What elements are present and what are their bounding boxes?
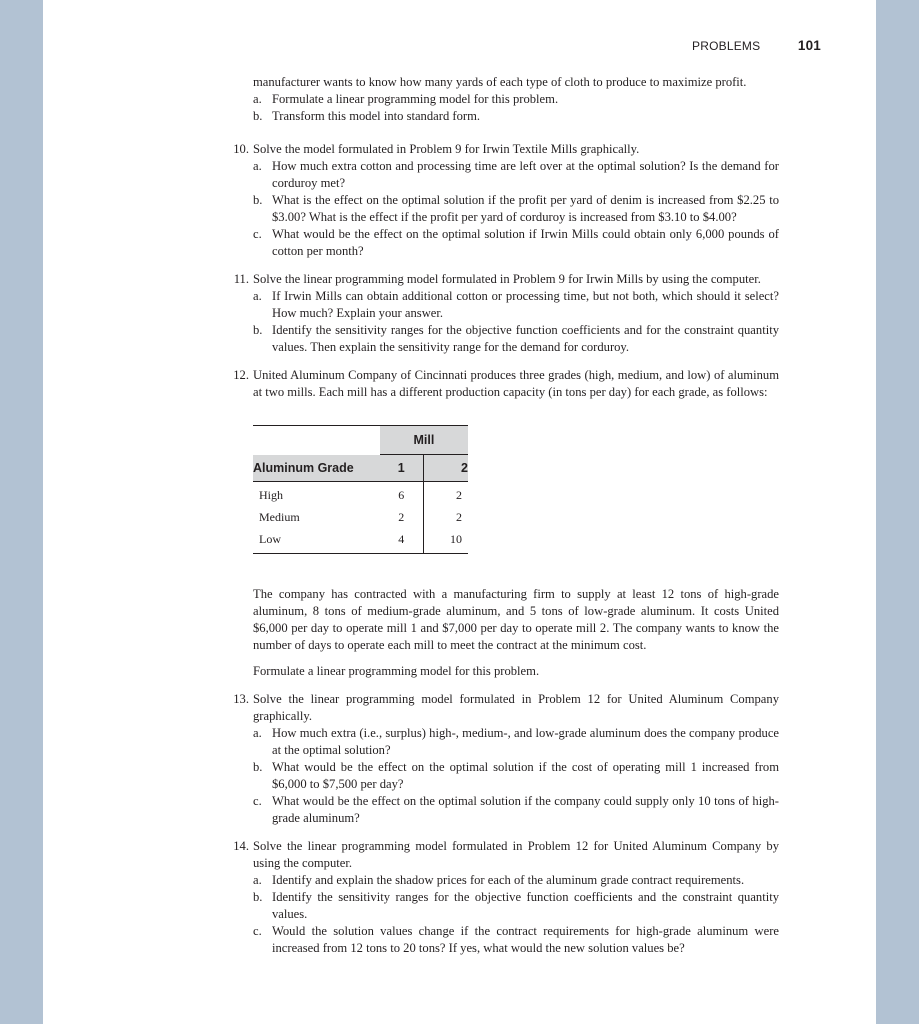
mill-2-header: 2 <box>423 455 468 482</box>
problem-number: 12. <box>233 368 249 382</box>
problem-text: Solve the linear programming model formulated in Problem 12 for United Aluminum Company by using the computer. <box>253 839 779 870</box>
problem-text: United Aluminum Company of Cincinnati produces three grades (high, medium, and low) of aluminum at two mills. Each mill has a different production capacity (in tons per day) for each grade, as follows: <box>253 368 779 399</box>
part-label: b. <box>253 760 263 774</box>
page-content <box>233 74 779 957</box>
part-text: Identify the sensitivity ranges for the objective function coefficients and the constraint quantity values. <box>272 890 779 921</box>
grade-column-header: Aluminum Grade <box>253 455 380 482</box>
problem-number: 13. <box>233 692 249 706</box>
value-cell: 6 <box>398 488 405 502</box>
value-cell: 4 <box>380 528 423 554</box>
grade-cell: Low <box>253 528 380 554</box>
problem-part <box>253 923 779 957</box>
value-cell: 2 <box>423 482 468 507</box>
table-row <box>253 506 468 528</box>
part-label: c. <box>253 227 262 241</box>
mill-group-header: Mill <box>380 426 468 455</box>
problem-part <box>253 793 779 827</box>
running-header <box>692 38 821 53</box>
problem-10 <box>233 141 779 260</box>
part-text: How much extra (i.e., surplus) high-, medium-, and low-grade aluminum does the company produce at the optimal solution? <box>272 726 779 757</box>
part-text: If Irwin Mills can obtain additional cotton or processing time, but not both, which should it select? How much? Explain your answer. <box>272 289 779 320</box>
part-label: b. <box>253 193 263 207</box>
problem-part <box>253 158 779 192</box>
part-label: b. <box>253 323 263 337</box>
mill-1-header: 1 <box>380 455 423 482</box>
table-row <box>253 528 468 554</box>
problem-part <box>253 226 779 260</box>
problem-number: 10. <box>233 142 249 156</box>
capacity-table <box>253 425 468 554</box>
value-cell: 10 <box>423 528 468 554</box>
capacity-table-wrapper <box>253 425 779 554</box>
part-text: What would be the effect on the optimal solution if the company could supply only 10 tons of high-grade aluminum? <box>272 794 779 825</box>
problem-part <box>253 759 779 793</box>
problem-14 <box>233 838 779 957</box>
problem-part <box>253 192 779 226</box>
problem-9-continuation <box>253 74 779 125</box>
part-label: a. <box>253 726 262 740</box>
problem-part <box>253 91 779 108</box>
part-text: Transform this model into standard form. <box>272 109 481 123</box>
problem-text: Solve the linear programming model formulated in Problem 12 for United Aluminum Company graphically. <box>253 692 779 723</box>
problem-text: manufacturer wants to know how many yards of each type of cloth to produce to maximize profit. <box>253 75 747 89</box>
problem-13 <box>233 691 779 827</box>
section-title: PROBLEMS <box>692 39 761 53</box>
problem-text: Solve the model formulated in Problem 9 for Irwin Textile Mills graphically. <box>253 142 640 156</box>
table-row <box>253 482 468 507</box>
part-text: Formulate a linear programming model for this problem. <box>272 92 559 106</box>
problem-part <box>253 889 779 923</box>
problem-text-continued: The company has contracted with a manufacturing firm to supply at least 12 tons of high-grade aluminum, 8 tons of medium-grade aluminum, and 5 tons of low-grade aluminum. It costs United $6,000 per day to operate mill 1 and $7,000 per day to operate mill 2. The company wants to know the number of days to operate each mill to meet the contract at the minimum cost. <box>253 587 779 652</box>
part-label: c. <box>253 794 262 808</box>
part-label: a. <box>253 289 262 303</box>
problem-11 <box>233 271 779 356</box>
problem-part <box>253 108 779 125</box>
problem-part <box>253 322 779 356</box>
part-text: Identify and explain the shadow prices for each of the aluminum grade contract requirements. <box>272 873 745 887</box>
problem-part <box>253 288 779 322</box>
problem-instruction: Formulate a linear programming model for this problem. <box>253 664 540 678</box>
problem-12 <box>233 367 779 680</box>
part-label: b. <box>253 890 263 904</box>
part-text: Would the solution values change if the contract requirements for high-grade aluminum were increased from 12 tons to 20 tons? If yes, what would the new solution values be? <box>272 924 779 955</box>
problem-text: Solve the linear programming model formulated in Problem 9 for Irwin Mills by using the computer. <box>253 272 761 286</box>
part-text: How much extra cotton and processing time are left over at the optimal solution? Is the demand for corduroy met? <box>272 159 779 190</box>
part-label: a. <box>253 159 262 173</box>
part-text: What would be the effect on the optimal solution if the cost of operating mill 1 increased from $6,000 to $7,500 per day? <box>272 760 779 791</box>
part-label: a. <box>253 92 262 106</box>
part-label: c. <box>253 924 262 938</box>
part-label: b. <box>253 109 263 123</box>
part-text: What is the effect on the optimal solution if the profit per yard of denim is increased from $2.25 to $3.00? What is the effect if the profit per yard of corduroy is increased from $3.10 to $4.00? <box>272 193 779 224</box>
page-number: 101 <box>797 38 821 53</box>
problem-number: 11. <box>233 272 249 286</box>
part-text: What would be the effect on the optimal solution if Irwin Mills could obtain only 6,000 pounds of cotton per month? <box>272 227 779 258</box>
part-label: a. <box>253 873 262 887</box>
value-cell: 2 <box>398 510 405 524</box>
value-cell: 2 <box>423 506 468 528</box>
problem-part <box>253 872 779 889</box>
grade-cell: High <box>259 488 283 502</box>
problem-number: 14. <box>233 839 249 853</box>
grade-cell: Medium <box>259 510 300 524</box>
part-text: Identify the sensitivity ranges for the objective function coefficients and for the constraint quantity values. Then explain the sensitivity range for the demand for corduroy. <box>272 323 779 354</box>
problem-part <box>253 725 779 759</box>
table-corner <box>253 426 380 455</box>
